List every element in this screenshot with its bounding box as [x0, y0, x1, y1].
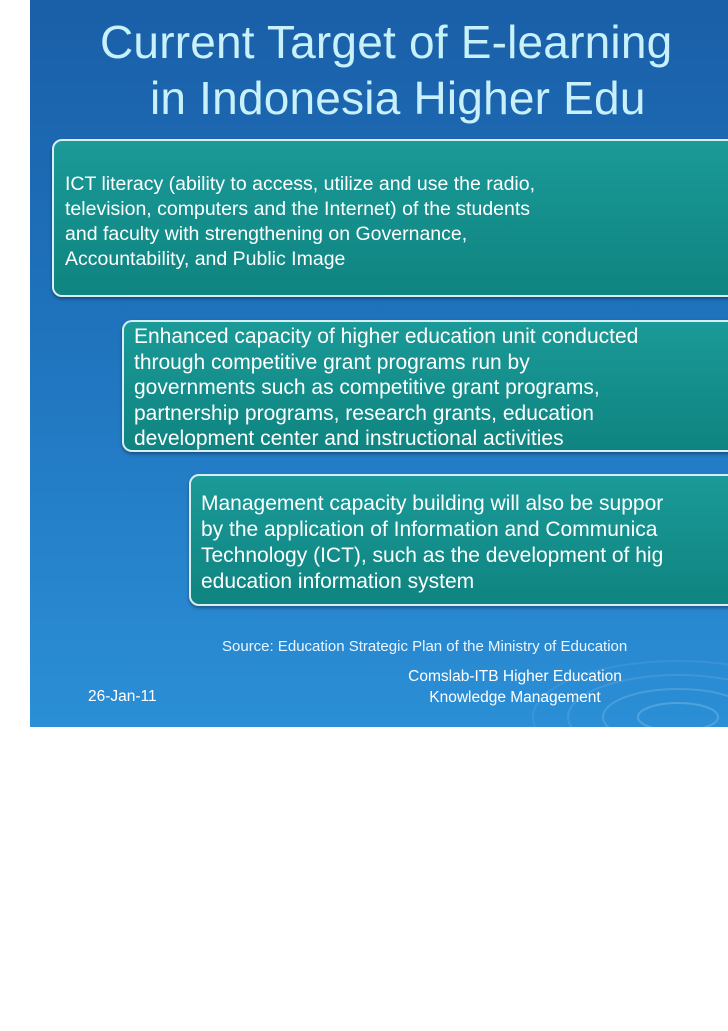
- source-citation: Source: Education Strategic Plan of the Ministry of Education: [222, 638, 628, 655]
- box1-line: ICT literacy (ability to access, utilize and use the radio,: [65, 173, 536, 195]
- ict-literacy-box: [52, 139, 728, 297]
- footer-date: 26-Jan-11: [88, 688, 157, 705]
- box2-line: development center and instructional activities: [134, 427, 564, 450]
- box3-line: by the application of Information and Communica: [201, 518, 658, 541]
- slide: [30, 0, 728, 727]
- box3-line: education information system: [201, 570, 475, 593]
- box2-line: Enhanced capacity of higher education unit conducted: [134, 325, 639, 348]
- enhanced-capacity-box: [122, 320, 728, 452]
- box1-line: Accountability, and Public Image: [65, 248, 346, 270]
- footer-org-line-1: Comslab-ITB Higher Education: [408, 668, 622, 685]
- box2-line: partnership programs, research grants, education: [134, 401, 594, 425]
- box1-line: television, computers and the Internet) of the students: [65, 198, 531, 220]
- title-line-2: in Indonesia Higher Edu: [150, 72, 646, 124]
- title-line-1: Current Target of E-learning: [100, 16, 673, 68]
- management-capacity-box: [189, 474, 728, 606]
- box3-line: Management capacity building will also be suppor: [201, 492, 664, 515]
- box1-line: and faculty with strengthening on Governance,: [65, 223, 468, 245]
- slide-title: [30, 14, 728, 126]
- footer-org-line-2: Knowledge Management: [429, 689, 601, 706]
- box2-line: through competitive grant programs run by: [134, 350, 530, 374]
- box2-line: governments such as competitive grant programs,: [134, 376, 600, 399]
- box3-line: Technology (ICT), such as the development of hig: [201, 544, 664, 567]
- footer-organization: [370, 666, 660, 708]
